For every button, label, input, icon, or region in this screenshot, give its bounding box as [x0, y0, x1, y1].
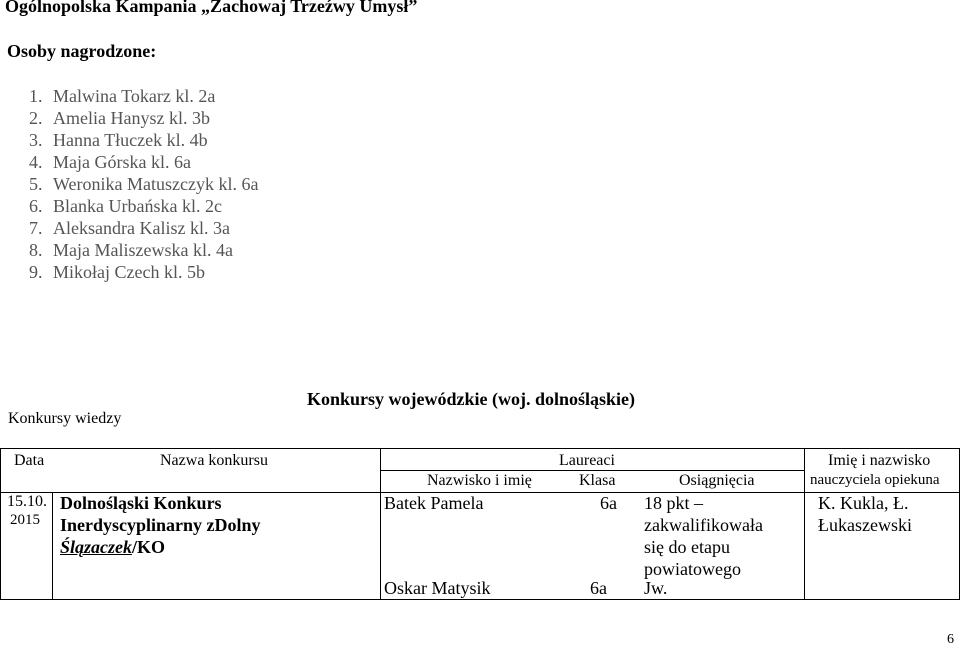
row-contest-line1: Dolnośląski Konkurs — [60, 493, 222, 513]
row-contest-line2: Inerdyscyplinarny zDolny — [60, 515, 261, 535]
row-date: 15.10. — [7, 493, 47, 510]
header-contest: Nazwa konkursu — [160, 452, 268, 469]
header-date: Data — [14, 452, 45, 469]
list-item: 2. Amelia Hanysz kl. 3b — [29, 108, 210, 128]
row-teacher-line1: K. Kukla, Ł. — [818, 493, 909, 513]
row-achievement-line: zakwalifikowała — [644, 515, 763, 535]
list-item: 9. Mikołaj Czech kl. 5b — [29, 262, 205, 282]
row-achievement-line: się do etapu — [644, 537, 730, 557]
section-label: Konkursy wiedzy — [8, 410, 122, 427]
row-laureate2-class: 6a — [590, 578, 607, 598]
list-item: 4. Maja Górska kl. 6a — [29, 152, 191, 172]
list-item: 3. Hanna Tłuczek kl. 4b — [29, 130, 208, 150]
awarded-list — [29, 85, 258, 283]
page-number: 6 — [947, 632, 954, 647]
row-achievement-line: powiatowego — [644, 559, 741, 579]
list-item: 7. Aleksandra Kalisz kl. 3a — [29, 218, 230, 238]
section-heading: Konkursy wojewódzkie (woj. dolnośląskie) — [307, 389, 636, 409]
row-laureate1-class: 6a — [600, 493, 617, 513]
page-title: Ogólnopolska Kampania „Zachowaj Trzeźwy Umysł” — [5, 0, 418, 16]
row-contest-line3: Ślązaczek/KO — [60, 537, 166, 557]
row-laureate1-name: Batek Pamela — [384, 493, 484, 513]
header-achievements: Osiągnięcia — [679, 472, 755, 489]
header-laureates: Laureaci — [559, 452, 615, 469]
row-date-year: 2015 — [10, 512, 40, 528]
awarded-heading: Osoby nagrodzone: — [7, 41, 157, 61]
header-class: Klasa — [579, 472, 616, 489]
header-name: Nazwisko i imię — [427, 472, 532, 489]
header-teacher-sub: nauczyciela opiekuna — [810, 472, 940, 488]
list-item: 6. Blanka Urbańska kl. 2c — [29, 196, 222, 216]
list-item: 5. Weronika Matuszczyk kl. 6a — [29, 174, 259, 194]
contests-table — [0, 448, 960, 600]
row-achievement-line: Jw. — [644, 578, 668, 598]
row-achievement-line: 18 pkt – — [644, 493, 704, 513]
list-item: 8. Maja Maliszewska kl. 4a — [29, 240, 233, 260]
header-teacher: Imię i nazwisko — [828, 452, 931, 469]
list-item: 1. Malwina Tokarz kl. 2a — [29, 86, 216, 106]
row-laureate2-name: Oskar Matysik — [384, 578, 491, 598]
row-teacher-line2: Łukaszewski — [818, 515, 912, 535]
